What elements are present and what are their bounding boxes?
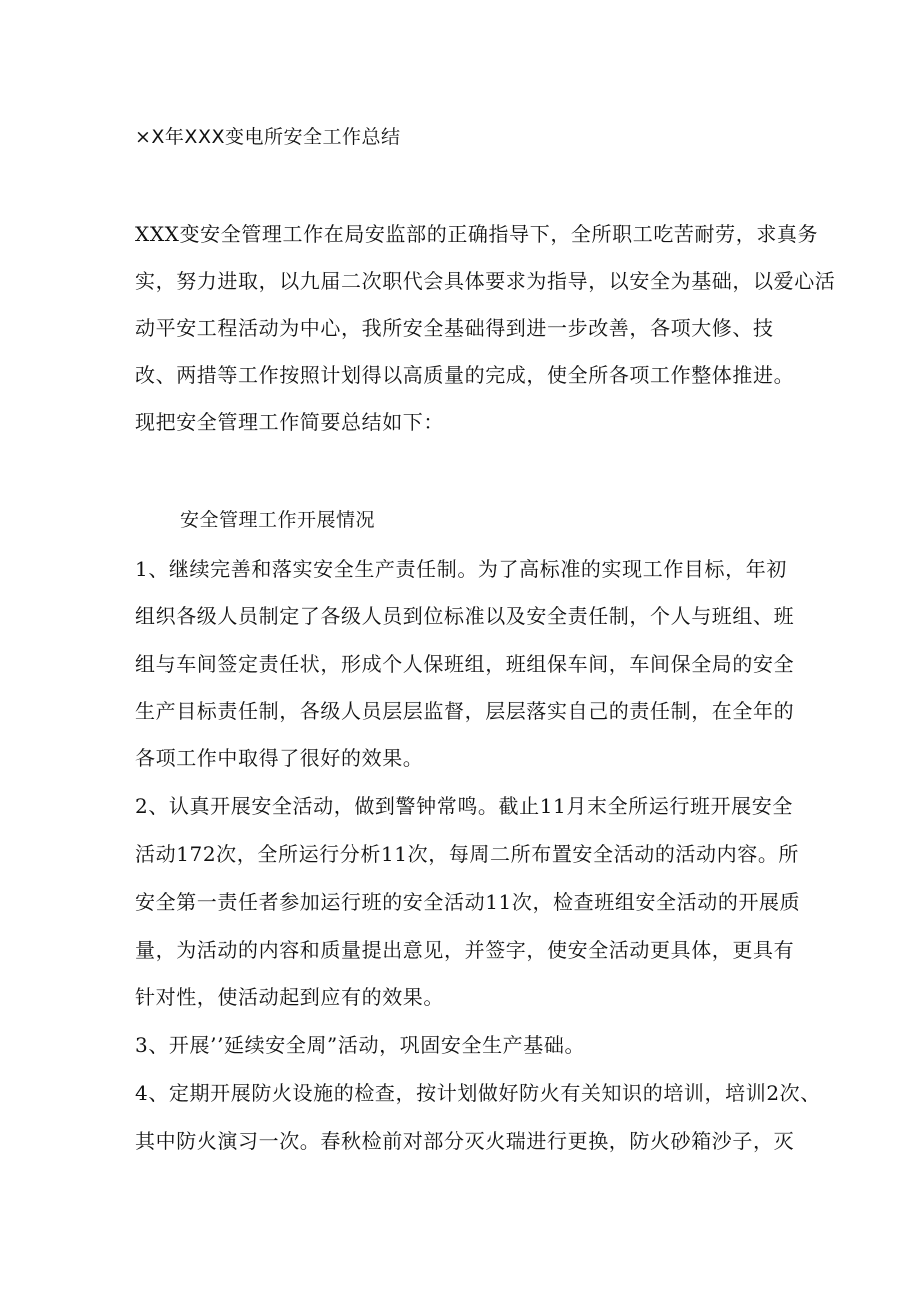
body-line-3: 组与车间签定责任状，形成个人保班组，班组保车间，车间保全局的安全	[135, 652, 795, 676]
body-line-1: 1、继续完善和落实安全生产责任制。为了高标准的实现工作目标，年初	[135, 557, 787, 581]
body-line-13: 其中防火演习一次。春秋检前对部分灭火瑞进行更换，防火砂箱沙子，灭	[135, 1129, 795, 1153]
body-line-9: 量，为活动的内容和质量提出意见，并签字，使安全活动更具体，更具有	[135, 938, 795, 962]
intro-line-3: 动平安工程活动为中心，我所安全基础得到进一步改善，各项大修、技	[135, 316, 774, 340]
intro-line-4: 改、两措等工作按照计划得以高质量的完成，使全所各项工作整体推进。	[135, 363, 795, 387]
body-line-7: 活动172次，全所运行分析11次，每周二所布置安全活动的活动内容。所	[135, 842, 800, 866]
body-line-6: 2、认真开展安全活动，做到警钟常鸣。截止11月末全所运行班开展安全	[135, 794, 793, 818]
body-line-5: 各项工作中取得了很好的效果。	[135, 746, 424, 770]
body-line-8: 安全第一责任者参加运行班的安全活动11次，检查班组安全活动的开展质	[135, 890, 801, 914]
section-heading: 安全管理工作开展情况	[180, 509, 376, 531]
body-line-11: 3、开展’’延续安全周”活动，巩固安全生产基础。	[135, 1033, 586, 1057]
document-title: ×X年XXX变电所安全工作总结	[135, 126, 401, 148]
body-line-4: 生产目标责任制，各级人员层层监督，层层落实自己的责任制，在全年的	[135, 699, 795, 723]
body-line-10: 针对性，使活动起到应有的效果。	[135, 985, 444, 1009]
body-line-2: 组织各级人员制定了各级人员到位标准以及安全责任制，个人与班组、班	[135, 604, 795, 628]
intro-line-5: 现把安全管理工作简要总结如下：	[135, 410, 444, 434]
intro-line-1: XXX变安全管理工作在局安监部的正确指导下，全所职工吃苦耐劳，求真务	[135, 222, 819, 246]
body-line-12: 4、定期开展防火设施的检查，按计划做好防火有关知识的培训，培训2次、	[135, 1081, 821, 1105]
intro-line-2: 实，努力进取，以九届二次职代会具体要求为指导，以安全为基础，以爱心活	[135, 269, 836, 293]
